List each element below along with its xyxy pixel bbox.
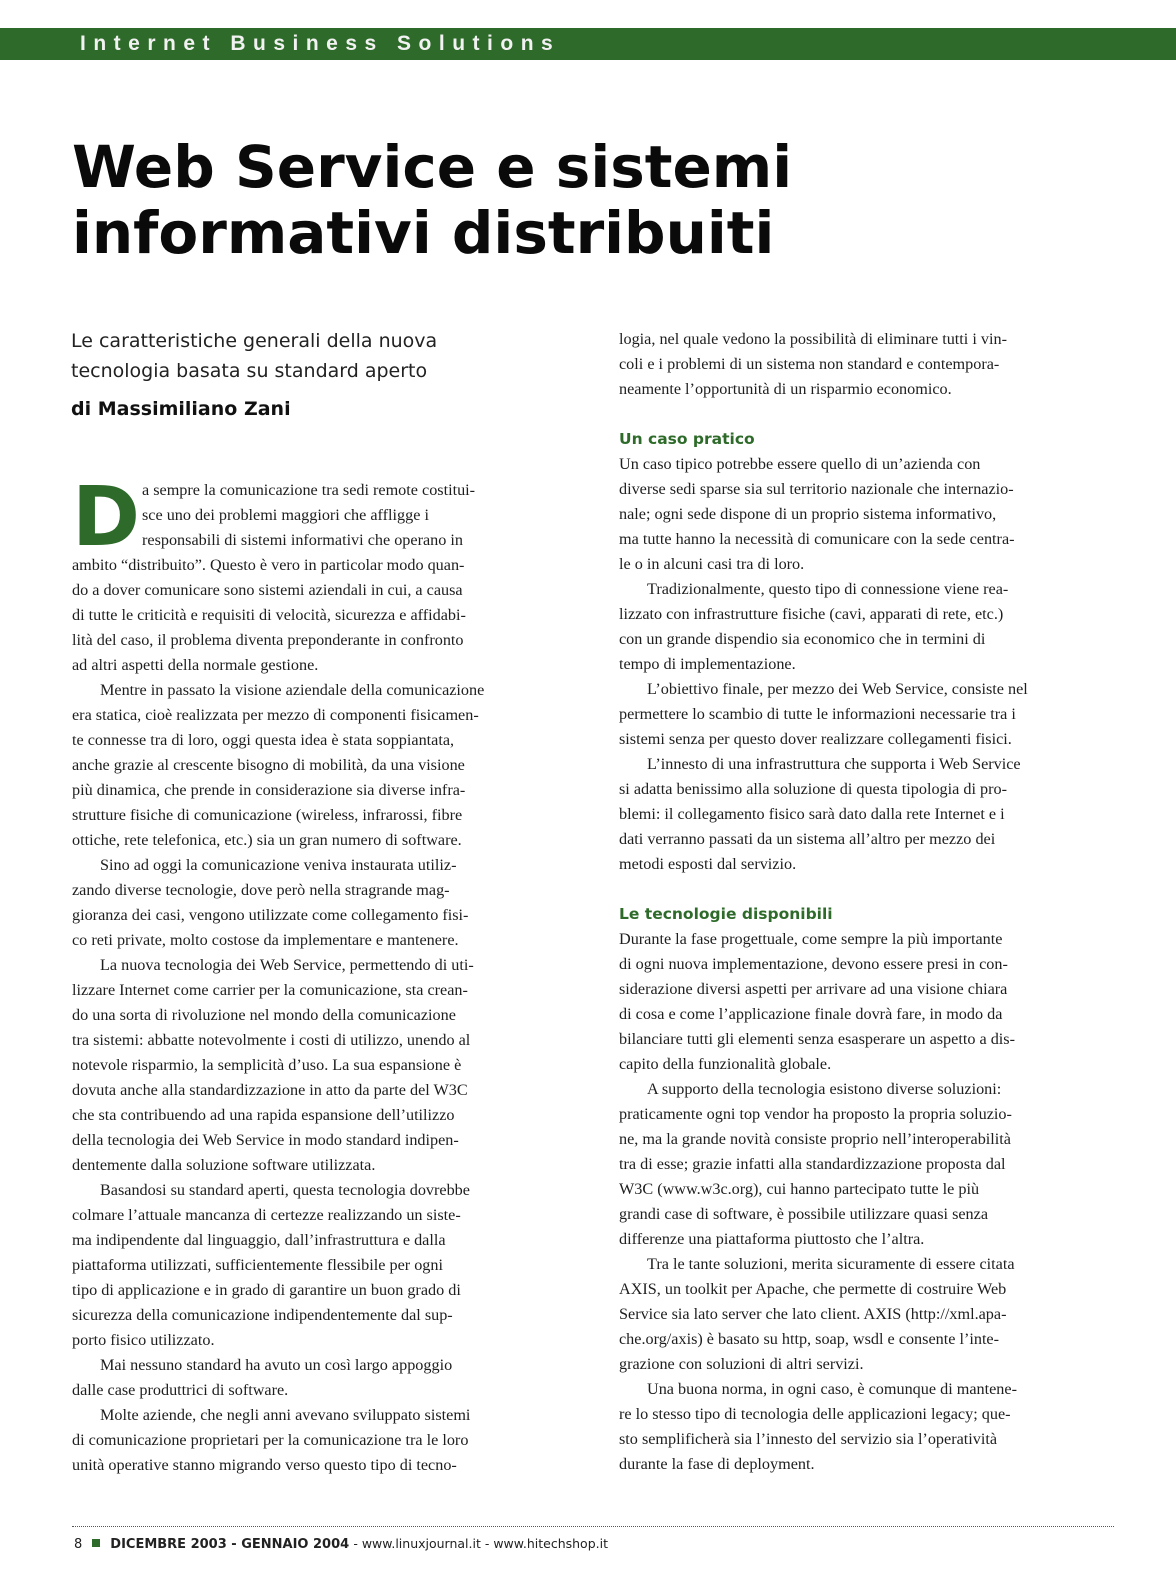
section-label: Internet Business Solutions (80, 32, 561, 55)
text-line: più dinamica, che prende in considerazione sia diverse infra- (72, 781, 466, 799)
text-line: sto semplificherà sia l’innesto del servizio sia l’operatività (619, 1430, 998, 1448)
text-line: Durante la fase progettuale, come sempre la più importante (619, 930, 1003, 948)
text-line: tra di esse; grazie infatti alla standardizzazione proposta dal (619, 1155, 1006, 1173)
section-heading: Un caso pratico (619, 430, 755, 448)
text-line: Basandosi su standard aperti, questa tecnologia dovrebbe (100, 1181, 470, 1199)
text-line: neamente l’opportunità di un risparmio economico. (619, 380, 952, 398)
text-line: blemi: il collegamento fisico sarà dato dalla rete Internet e i (619, 805, 1005, 823)
paragraph-gap (619, 402, 1113, 427)
right-column (619, 327, 1113, 1477)
text-line: unità operative stanno migrando verso questo tipo di tecno- (72, 1456, 457, 1474)
text-line: bilanciare tutti gli elementi senza esasperare un aspetto a dis- (619, 1030, 1015, 1048)
text-line: differenze una piattaforma piuttosto che l’altra. (619, 1230, 925, 1248)
text-line: te connesse tra di loro, oggi questa idea è stata soppiantata, (72, 731, 455, 749)
text-line: anche grazie al crescente bisogno di mobilità, da una visione (72, 756, 465, 774)
text-line: ad altri aspetti della normale gestione. (72, 656, 319, 674)
text-line: della tecnologia dei Web Service in modo standard indipen- (72, 1131, 459, 1149)
text-line: metodi esposti dal servizio. (619, 855, 797, 873)
text-line: Un caso tipico potrebbe essere quello di un’azienda con (619, 455, 981, 473)
text-line: grandi case di software, è possibile utilizzare quasi senza (619, 1205, 989, 1223)
text-line: colmare l’attuale mancanza di certezze realizzando un siste- (72, 1206, 461, 1224)
article-title (72, 134, 972, 266)
text-line: Mentre in passato la visione aziendale della comunicazione (100, 681, 485, 699)
text-line: si adatta benissimo alla soluzione di questa tipologia di pro- (619, 780, 1007, 798)
text-line: Tradizionalmente, questo tipo di connessione viene rea- (647, 580, 1009, 598)
text-line: di comunicazione proprietari per la comunicazione tra le loro (72, 1431, 469, 1449)
text-line: ma indipendente dal linguaggio, dall’infrastruttura e dalla (72, 1231, 446, 1249)
text-line: coli e i problemi di un sistema non standard e contempora- (619, 355, 1000, 373)
title-line: Web Service e sistemi (72, 133, 793, 201)
text-line: di cosa e come l’applicazione finale dovrà fare, in modo da (619, 1005, 1003, 1023)
text-line: ne, ma la grande novità consiste proprio nell’interoperabilità (619, 1130, 1011, 1148)
subtitle-line: tecnologia basata su standard aperto (71, 360, 428, 382)
drop-cap: D (72, 470, 141, 565)
text-line: lizzare Internet come carrier per la comunicazione, sta crean- (72, 981, 468, 999)
issue-date: DICEMBRE 2003 - GENNAIO 2004 (110, 1537, 350, 1552)
text-line: AXIS, un toolkit per Apache, che permette di costruire Web (619, 1280, 1007, 1298)
text-line: tempo di implementazione. (619, 655, 796, 673)
text-line: L’innesto di una infrastruttura che supporta i Web Service (647, 755, 1021, 773)
text-line: di tutte le criticità e requisiti di velocità, sicurezza e affidabi- (72, 606, 466, 624)
subtitle-line: Le caratteristiche generali della nuova (71, 330, 438, 352)
text-line: durante la fase di deployment. (619, 1455, 815, 1473)
text-line: grazione con soluzioni di altri servizi. (619, 1355, 864, 1373)
text-line: Tra le tante soluzioni, merita sicuramente di essere citata (647, 1255, 1015, 1273)
text-line: Mai nessuno standard ha avuto un così largo appoggio (100, 1356, 453, 1374)
text-line: di ogni nuova implementazione, devono essere presi in con- (619, 955, 1008, 973)
text-line: ottiche, rete telefonica, etc.) sia un gran numero di software. (72, 831, 462, 849)
text-line: Service sia lato server che lato client. AXIS (http://xml.apa- (619, 1305, 1007, 1323)
text-line: tipo di applicazione e in grado di garantire un buon grado di (72, 1281, 461, 1299)
text-line: siderazione diversi aspetti per arrivare ad una visione chiara (619, 980, 1008, 998)
left-column (72, 470, 566, 1478)
text-line: capito della funzionalità globale. (619, 1055, 832, 1073)
text-line: W3C (www.w3c.org), cui hanno partecipato tutte le più (619, 1180, 980, 1198)
bullet-square-icon (92, 1539, 100, 1547)
text-line: strutture fisiche di comunicazione (wireless, infrarossi, fibre (72, 806, 463, 824)
text-line: A supporto della tecnologia esistono diverse soluzioni: (647, 1080, 1002, 1098)
text-line: Una buona norma, in ogni caso, è comunque di mantene- (647, 1380, 1017, 1398)
section-heading: Le tecnologie disponibili (619, 905, 833, 923)
text-line: dentemente dalla soluzione software utilizzata. (72, 1156, 376, 1174)
text-line: L’obiettivo finale, per mezzo dei Web Service, consiste nel (647, 680, 1028, 698)
text-line: lizzato con infrastrutture fisiche (cavi, apparati di rete, etc.) (619, 605, 1004, 623)
text-line: diverse sedi sparse sia sul territorio nazionale che internazio- (619, 480, 1014, 498)
footer-divider (72, 1526, 1114, 1527)
section-header-band (0, 28, 1176, 60)
text-line: La nuova tecnologia dei Web Service, permettendo di uti- (100, 956, 474, 974)
text-line: sce uno dei problemi maggiori che affligge i (142, 506, 429, 524)
text-line: che.org/axis) è basato su http, soap, wsdl e consente l’inte- (619, 1330, 1000, 1348)
article-subtitle (71, 326, 551, 386)
text-line: re lo stesso tipo di tecnologia delle applicazioni legacy; que- (619, 1405, 1011, 1423)
text-line: lità del caso, il problema diventa preponderante in confronto (72, 631, 464, 649)
text-line: ambito “distribuito”. Questo è vero in particolar modo quan- (72, 556, 465, 574)
text-line: do una sorta di rivoluzione nel mondo della comunicazione (72, 1006, 456, 1024)
text-line: Molte aziende, che negli anni avevano sviluppato sistemi (100, 1406, 471, 1424)
footer-urls: - www.linuxjournal.it - www.hitechshop.it (353, 1536, 608, 1551)
title-line: informativi distribuiti (72, 199, 775, 267)
text-line: dalle case produttrici di software. (72, 1381, 289, 1399)
text-line: sistemi senza per questo dover realizzare collegamenti fisici. (619, 730, 1012, 748)
text-line: dati verranno passati da un sistema all’altro per mezzo dei (619, 830, 996, 848)
text-line: sicurezza della comunicazione indipendentemente dal sup- (72, 1306, 453, 1324)
text-line: ma tutte hanno la necessità di comunicare con la sede centra- (619, 530, 1015, 548)
text-line: piattaforma utilizzati, sufficientemente flessibile per ogni (72, 1256, 443, 1274)
text-line: logia, nel quale vedono la possibilità di eliminare tutti i vin- (619, 330, 1007, 348)
text-line: zando diverse tecnologie, dove però nella stragrande mag- (72, 881, 450, 899)
page-footer (74, 1536, 608, 1552)
text-line: gioranza dei casi, vengono utilizzate come collegamento fisi- (72, 906, 469, 924)
text-line: Sino ad oggi la comunicazione veniva instaurata utiliz- (100, 856, 457, 874)
text-line: responsabili di sistemi informativi che operano in (142, 531, 463, 549)
text-line: che sta contribuendo ad una rapida espansione dell’utilizzo (72, 1106, 455, 1124)
paragraph-gap (619, 877, 1113, 902)
page-number: 8 (74, 1537, 83, 1552)
text-line: le o in alcuni casi tra di loro. (619, 555, 805, 573)
text-line: notevole risparmio, la semplicità d’uso. La sua espansione è (72, 1056, 462, 1074)
text-line: nale; ogni sede dispone di un proprio sistema informativo, (619, 505, 997, 523)
text-line: porto fisico utilizzato. (72, 1331, 215, 1349)
article-author: di Massimiliano Zani (71, 398, 291, 420)
text-line: con un grande dispendio sia economico che in termini di (619, 630, 986, 648)
text-line: a sempre la comunicazione tra sedi remote costitui- (142, 481, 476, 499)
text-line: do a dover comunicare sono sistemi aziendali in cui, a causa (72, 581, 463, 599)
text-line: dovuta anche alla standardizzazione in atto da parte del W3C (72, 1081, 468, 1099)
text-line: praticamente ogni top vendor ha proposto la propria soluzio- (619, 1105, 1012, 1123)
text-line: co reti private, molto costose da implementare e mantenere. (72, 931, 459, 949)
text-line: tra sistemi: abbatte notevolmente i costi di utilizzo, unendo al (72, 1031, 471, 1049)
text-line: era statica, cioè realizzata per mezzo di componenti fisicamen- (72, 706, 479, 724)
text-line: permettere lo scambio di tutte le informazioni necessarie tra i (619, 705, 1016, 723)
